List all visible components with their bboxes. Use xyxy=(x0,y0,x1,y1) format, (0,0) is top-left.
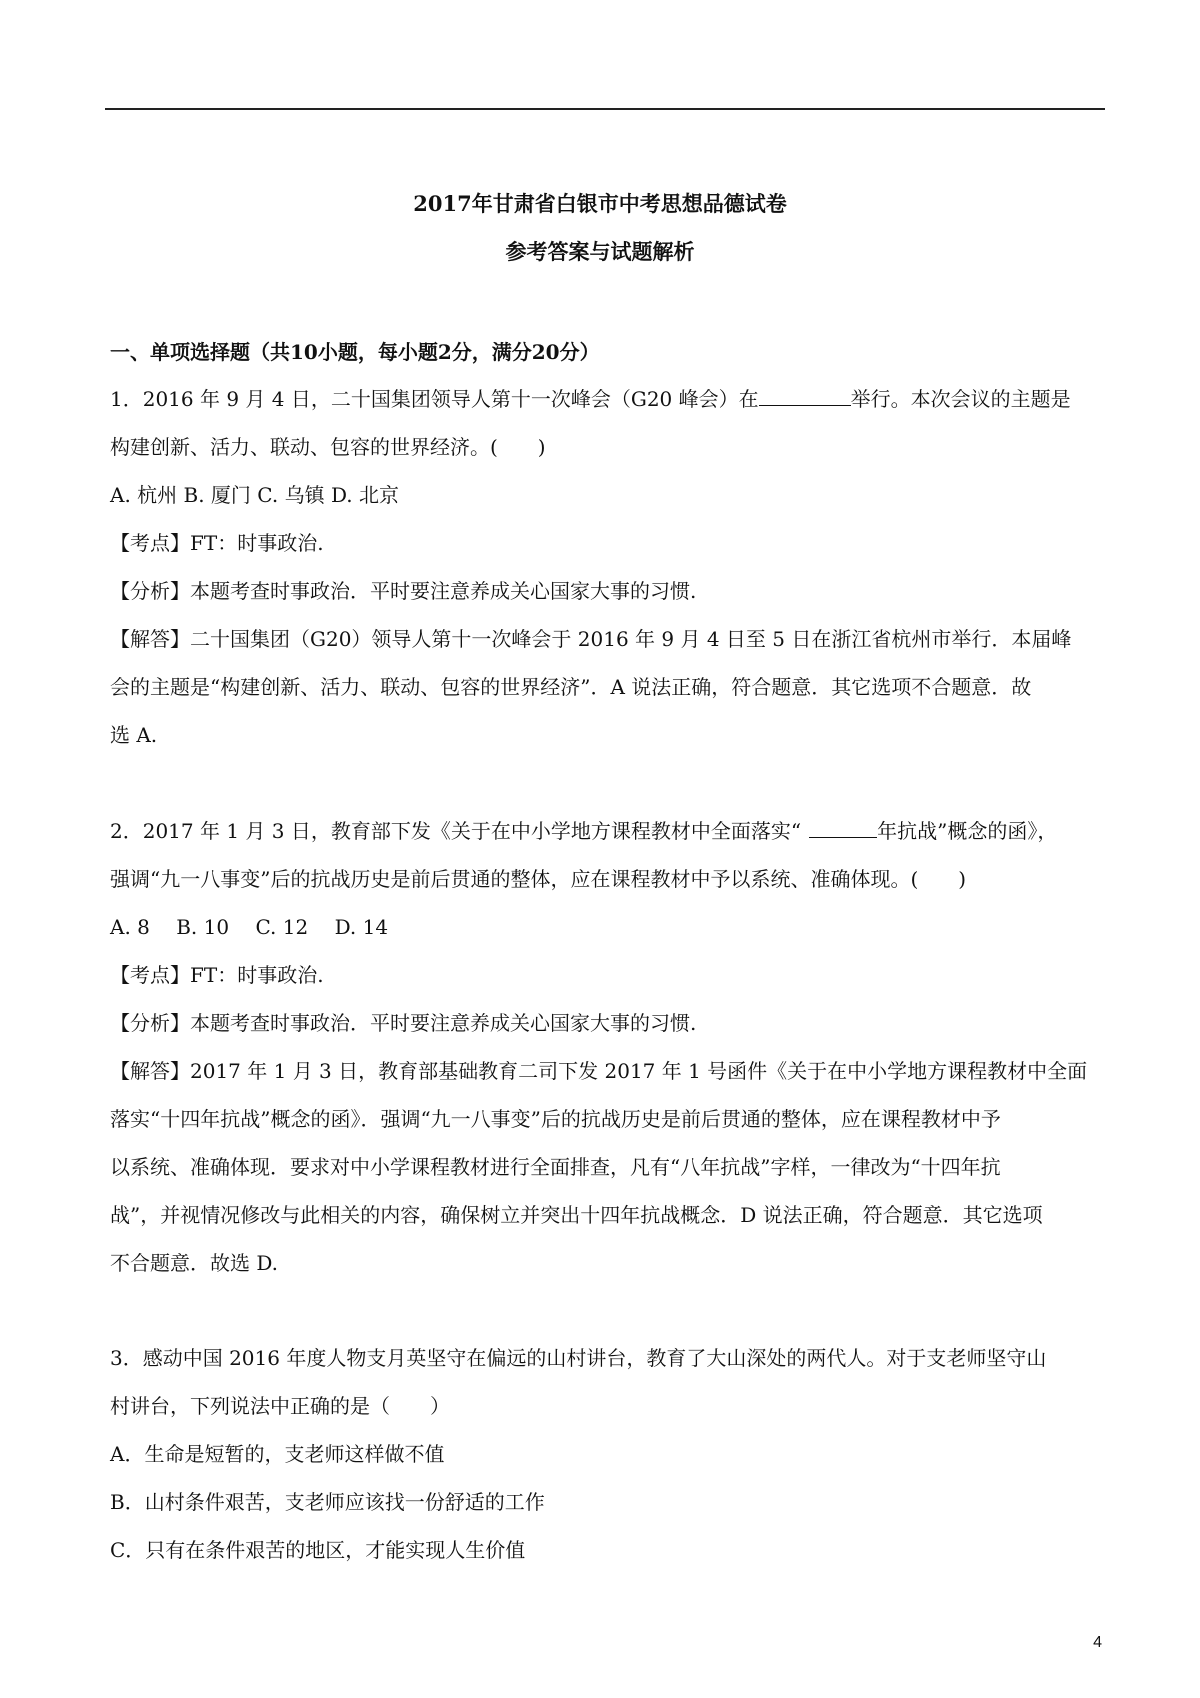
q1-jieda-line1: 【解答】二十国集团（G20）领导人第十一次峰会于 2016 年 9 月 4 日至 5 日在浙江省杭州市举行．本届峰 xyxy=(110,627,1072,651)
q1-options: A. 杭州 B. 厦门 C. 乌镇 D. 北京 xyxy=(110,483,399,507)
q2-stem-part-b: 年抗战”概念的函》， xyxy=(877,819,1058,843)
q3-stem-line1: 3．感动中国 2016 年度人物支月英坚守在偏远的山村讲台，教育了大山深处的两代人。对于支老师坚守山 xyxy=(110,1346,1047,1370)
q2-answer-blank xyxy=(809,817,877,838)
q1-stem-part-b: 举行。本次会议的主题是 xyxy=(850,387,1071,411)
q2-jieda-line5: 不合题意．故选 D. xyxy=(110,1251,279,1275)
q1-stem-line1 xyxy=(110,385,1095,413)
q2-stem-line1 xyxy=(110,817,1095,845)
q2-jieda-line4: 战”，并视情况修改与此相关的内容，确保树立并突出十四年抗战概念．D 说法正确，符合题意．其它选项 xyxy=(110,1203,1043,1227)
q2-jieda-line3: 以系统、准确体现．要求对中小学课程教材进行全面排查，凡有“八年抗战”字样，一律改为“十四年抗 xyxy=(110,1155,1001,1179)
q2-jieda-line1: 【解答】2017 年 1 月 3 日，教育部基础教育二司下发 2017 年 1 号函件《关于在中小学地方课程教材中全面 xyxy=(110,1059,1088,1083)
q1-stem-part-a: 1．2016 年 9 月 4 日，二十国集团领导人第十一次峰会（G20 峰会）在 xyxy=(110,387,759,411)
section-heading: 一、单项选择题（共10小题，每小题2分，满分20分） xyxy=(110,340,600,364)
header-rule xyxy=(105,108,1105,110)
q2-stem-part-a: 2．2017 年 1 月 3 日，教育部下发《关于在中小学地方课程教材中全面落实“ xyxy=(110,819,802,843)
q2-fenxi: 【分析】本题考查时事政治．平时要注意养成关心国家大事的习惯. xyxy=(110,1011,697,1035)
q3-stem-line2: 村讲台，下列说法中正确的是（ ） xyxy=(110,1394,450,1418)
q3-option-b: B．山村条件艰苦，支老师应该找一份舒适的工作 xyxy=(110,1490,545,1514)
q2-options: A. 8 B. 10 C. 12 D. 14 xyxy=(110,915,389,939)
q1-jieda-line2: 会的主题是“构建创新、活力、联动、包容的世界经济”．A 说法正确，符合题意．其它选项不合题意．故 xyxy=(110,675,1032,699)
page-title: 2017年甘肃省白银市中考思想品德试卷 xyxy=(413,191,787,216)
q3-option-c: C．只有在条件艰苦的地区，才能实现人生价值 xyxy=(110,1538,526,1562)
q1-kaodian: 【考点】FT：时事政治. xyxy=(110,531,324,555)
q1-jieda-line3: 选 A. xyxy=(110,723,158,747)
q2-kaodian: 【考点】FT：时事政治. xyxy=(110,963,324,987)
page-number: 4 xyxy=(1093,1634,1102,1651)
q1-fenxi: 【分析】本题考查时事政治．平时要注意养成关心国家大事的习惯. xyxy=(110,579,697,603)
q2-jieda-line2: 落实“十四年抗战”概念的函》．强调“九一八事变”后的抗战历史是前后贯通的整体，应在课程教材中予 xyxy=(110,1107,1001,1131)
q3-option-a: A．生命是短暂的，支老师这样做不值 xyxy=(110,1442,445,1466)
page-subtitle: 参考答案与试题解析 xyxy=(505,239,695,264)
q2-stem-line2: 强调“九一八事变”后的抗战历史是前后贯通的整体，应在课程教材中予以系统、准确体现。( ) xyxy=(110,867,967,891)
q1-answer-blank xyxy=(759,385,851,406)
q1-stem-line2: 构建创新、活力、联动、包容的世界经济。( ) xyxy=(110,435,546,459)
